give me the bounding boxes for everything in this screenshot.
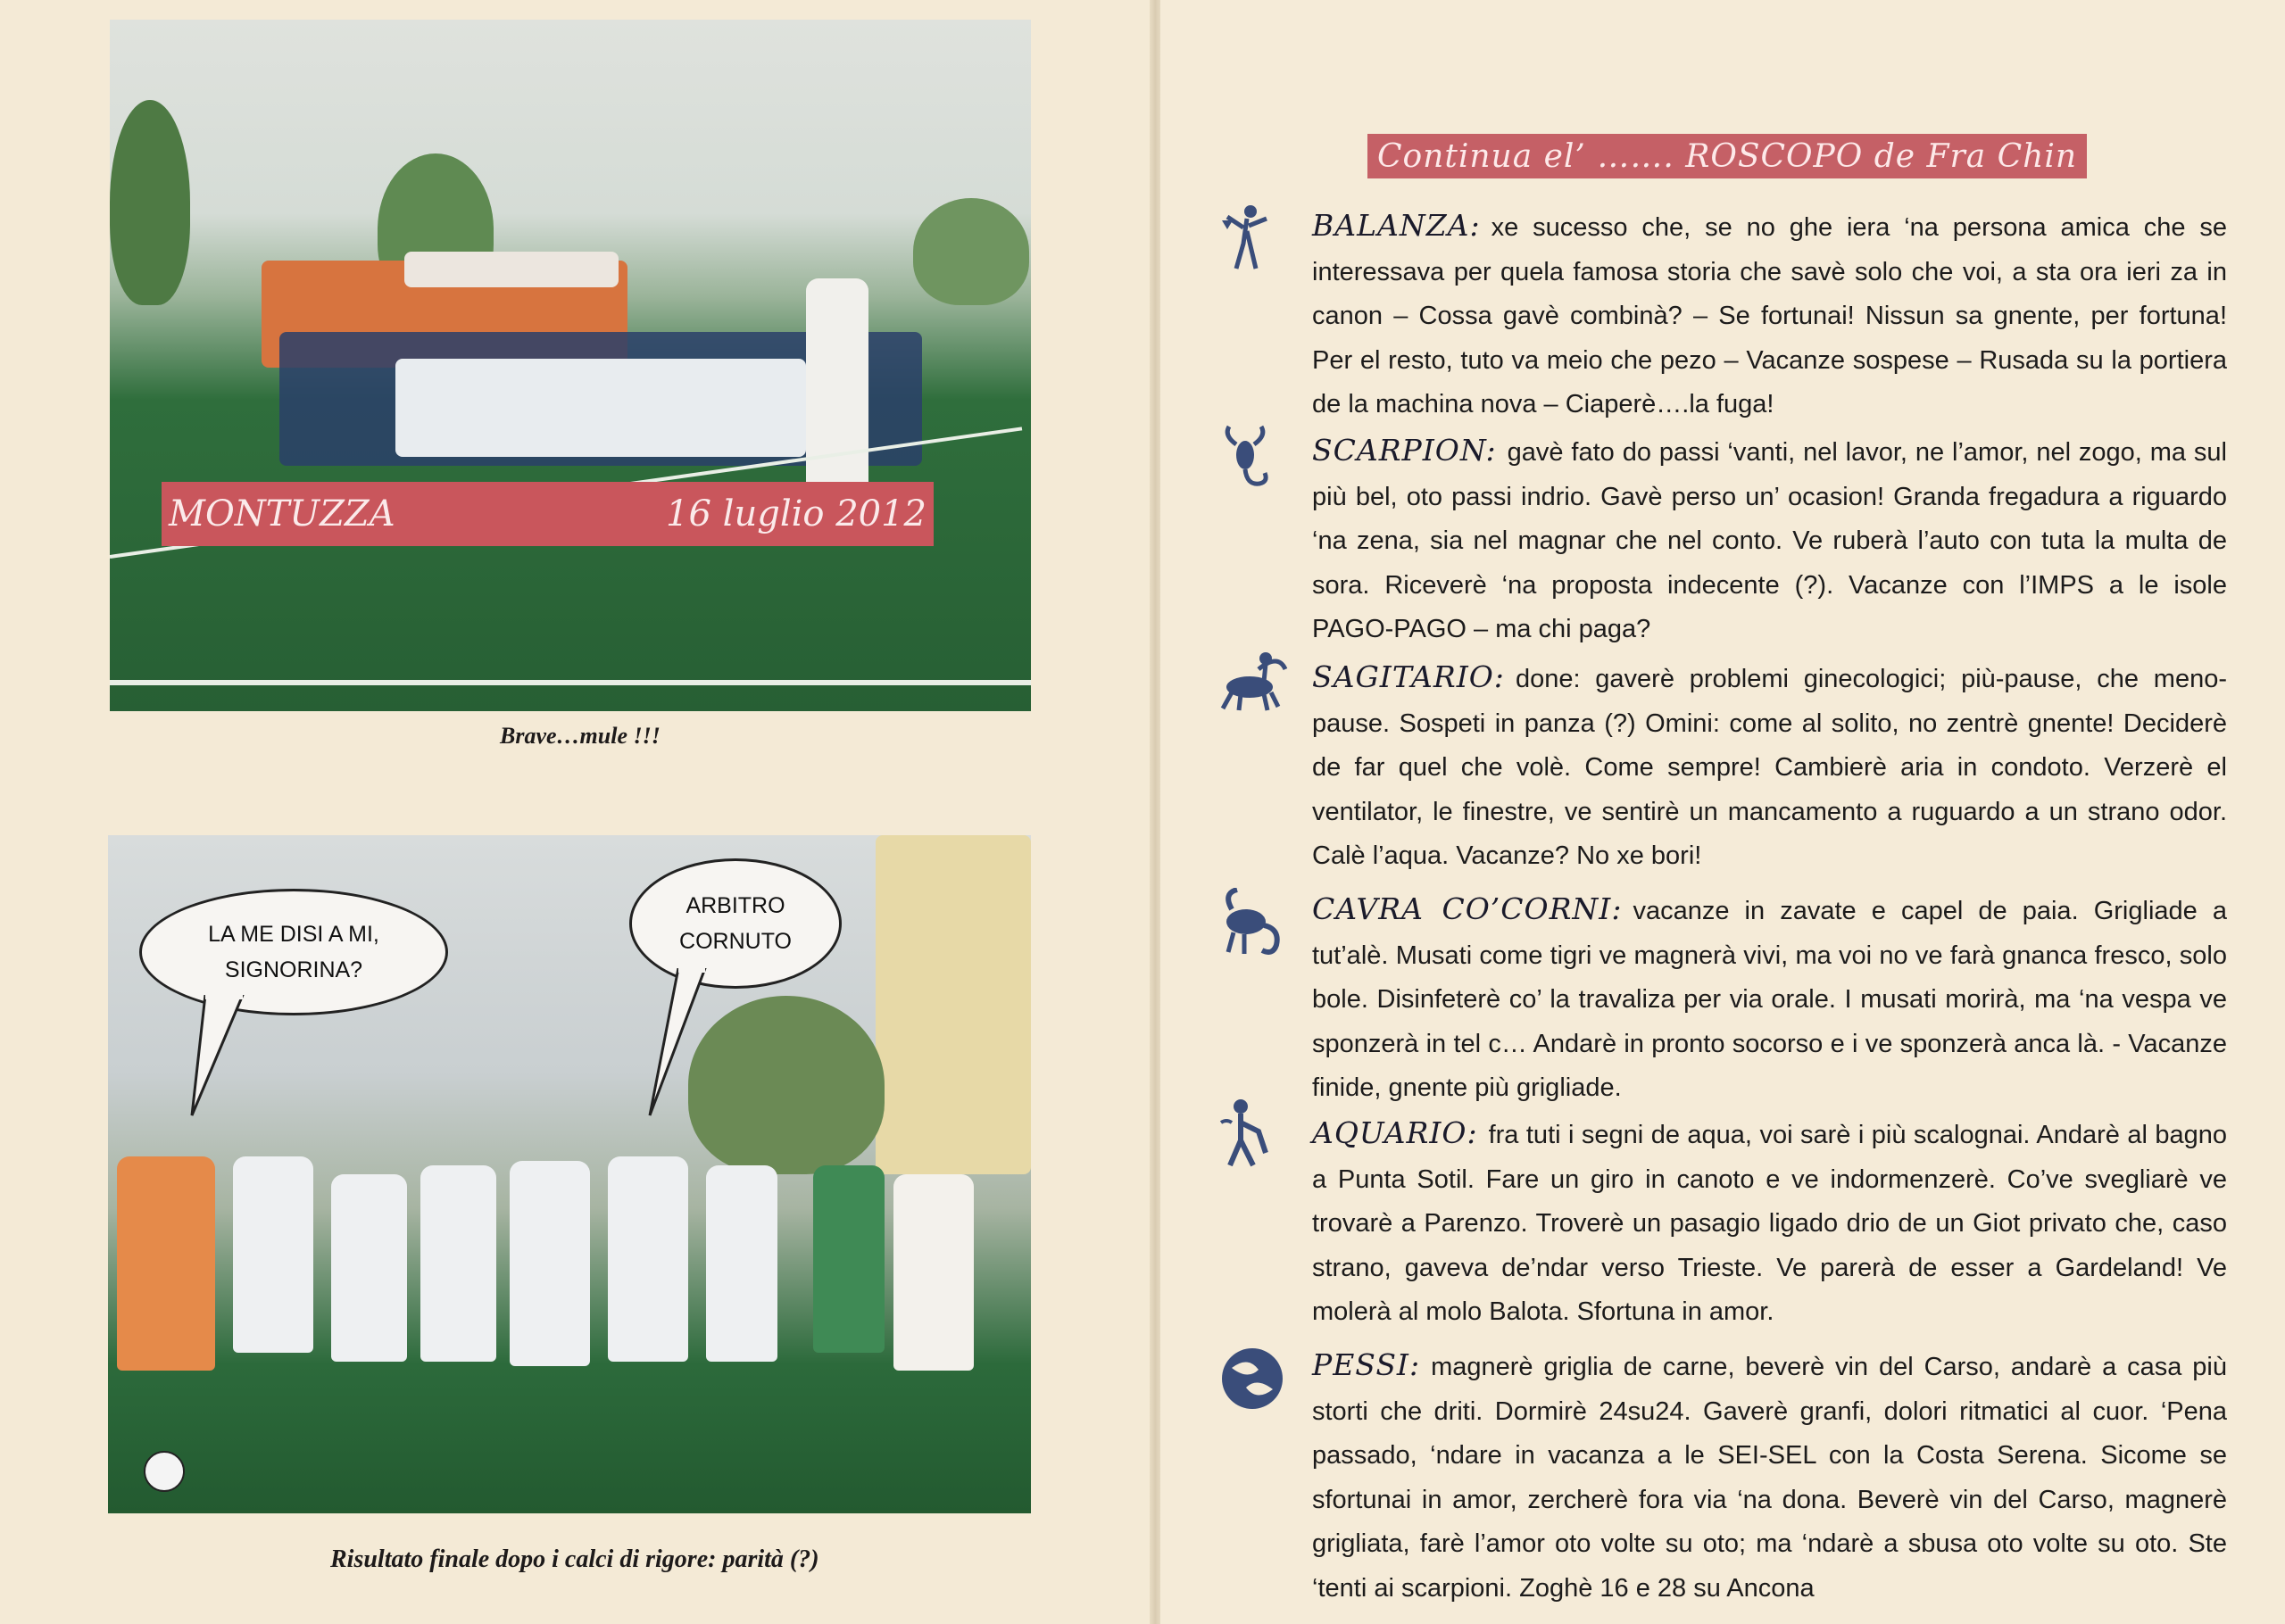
tree (110, 100, 190, 305)
players-heads (404, 252, 619, 287)
sign-text: gavè fato do passi ‘vanti, nel lavor, ne l’amor, nel zogo, ma sul più bel, oto passi indrio. Gavè perso un’ ocasion! Granda fregadura a riguardo ‘na zena, sia nel magnar che nel conto. Ve ruberà l’auto con tuta la multa de sora. Riceverè ‘na proposta indecente (?). Vacanze con l’IMPS a le isole PAGO-PAGO – ma chi paga? (1312, 438, 2227, 643)
players-white-shirts (395, 359, 806, 457)
coach-white-coat (806, 278, 868, 493)
capricorn-icon (1214, 888, 1294, 959)
sign-name: AQUARIO: (1312, 1115, 1478, 1150)
soccer-ball (144, 1451, 185, 1492)
horoscope-title: Continua el’ ……. ROSCOPO de Fra Chin (1376, 137, 2078, 175)
speech-bubble-tail (179, 995, 250, 1120)
sign-name: CAVRA CO’CORNI: (1312, 891, 1623, 926)
bubble-line: ARBITRO (686, 893, 785, 918)
bubble-line: SIGNORINA? (224, 957, 363, 982)
sign-name: SAGITARIO: (1312, 659, 1505, 694)
scorpio-icon (1217, 419, 1279, 491)
sign-paragraph-scarpion (1312, 428, 2227, 652)
sign-name: PESSI: (1312, 1347, 1421, 1382)
caption-date: 16 luglio 2012 (666, 493, 926, 534)
sign-paragraph-aquario (1312, 1111, 2227, 1335)
libra-icon (1217, 201, 1279, 272)
sagittarius-icon (1214, 642, 1294, 714)
sign-text: vacanze in zavate e capel de paia. Grigliade a tut’alè. Musati come tigri ve magnerà vivi, ma voi no ve farà gnanca fresco, solo bole. Disinfeterè co’ la travaliza per via orale. I musati morirà, ma ‘na vespa ve sponzerà in tel c… Andarè in pronto socorso e i ve sponzerà anca là. - Vacanze finide, gnente più grigliade. (1312, 897, 2227, 1102)
aquarius-icon (1214, 1096, 1276, 1167)
bubble-line: CORNUTO (679, 929, 792, 954)
player (706, 1165, 777, 1362)
sign-text: magnerè griglia de carne, beverè vin del Carso, andarè a casa più storti che driti. Dormirè 24su24. Gaverè granfi, dolori ritmatici al cuor. ‘Pena passado, ‘ndare in vacanza a le SEI-SEL con la Costa Serena. Sicome se sfortunai in amor, zercherè fora via ‘na dona. Beverè vin del Carso, magnerè grigliata, farè l’amor oto volte su oto; ma ‘ndarè a sbusa oto volte su oto. Ste ‘tenti ai scarpioni. Zoghè 16 e 28 su Ancona (1312, 1353, 2227, 1603)
player (420, 1165, 496, 1362)
caption-place: MONTUZZA (169, 493, 395, 534)
player (608, 1156, 688, 1362)
horoscope-title-band (1367, 134, 2087, 178)
building (876, 835, 1031, 1174)
sign-paragraph-pessi (1312, 1343, 2227, 1611)
sign-text: done: gaverè problemi ginecologici; più-pause, che meno-pause. Sospeti in panza (?) Omini: come al solito, no zentrè gnente! Deciderè de far quel che volè. Come sempre! Cambierè aria in condoto. Verzerè el ventilator, le finestre, ve sentirè un mancamento a ruguardo a un strano odor. Calè l’aqua. Vacanze? No xe bori! (1312, 665, 2227, 870)
tree (913, 198, 1029, 305)
photo-caption-band (162, 482, 934, 546)
tree (688, 996, 885, 1174)
sign-name: SCARPION: (1312, 433, 1497, 468)
pisces-icon (1212, 1343, 1292, 1414)
sign-text: xe sucesso che, se no ghe iera ‘na persona amica che se interessava per quela famosa storia che savè solo che voi, a sta ora ieri za in canon – Cossa gavè combinà? – Se fortunai! Nissun sa gnente, per fortuna! Per el resto, tuto va meio che pezo – Vacanze sospese – Rusada su la portiera de la machina nova – Ciaperè….la fuga! (1312, 213, 2227, 418)
player (233, 1156, 313, 1353)
player-orange (117, 1156, 215, 1371)
photo-bottom-caption: Risultato finale dopo i calci di rigore: parità (?) (330, 1545, 819, 1573)
goalkeeper (813, 1165, 885, 1353)
player (510, 1161, 590, 1366)
sign-paragraph-balanza (1312, 203, 2227, 427)
sign-text: fra tuti i segni de aqua, voi sarè i più scalognai. Andarè al bagno a Punta Sotil. Fare un giro in canoto e ve indormenzerè. Co’ve svegliarè ve trovarè a Parenzo. Troverè un pasagio ligado drio de un Giot privato che, caso strano, gaveva de’ndar verso Trieste. Ve parerà de esser a Gardeland! Ve molerà al molo Balota. Sfortuna in amor. (1312, 1121, 2227, 1326)
speech-bubble-tail (643, 968, 714, 1120)
sign-paragraph-cavra (1312, 887, 2227, 1111)
referee-white-coat (893, 1174, 974, 1371)
photo-top-caption: Brave…mule !!! (500, 723, 661, 749)
field-line (110, 680, 1031, 685)
bubble-line: LA ME DISI A MI, (208, 922, 379, 947)
sign-name: BALANZA: (1312, 208, 1481, 243)
player (331, 1174, 407, 1362)
team-photo-montuzza (110, 20, 1031, 711)
sign-paragraph-sagitario (1312, 655, 2227, 879)
